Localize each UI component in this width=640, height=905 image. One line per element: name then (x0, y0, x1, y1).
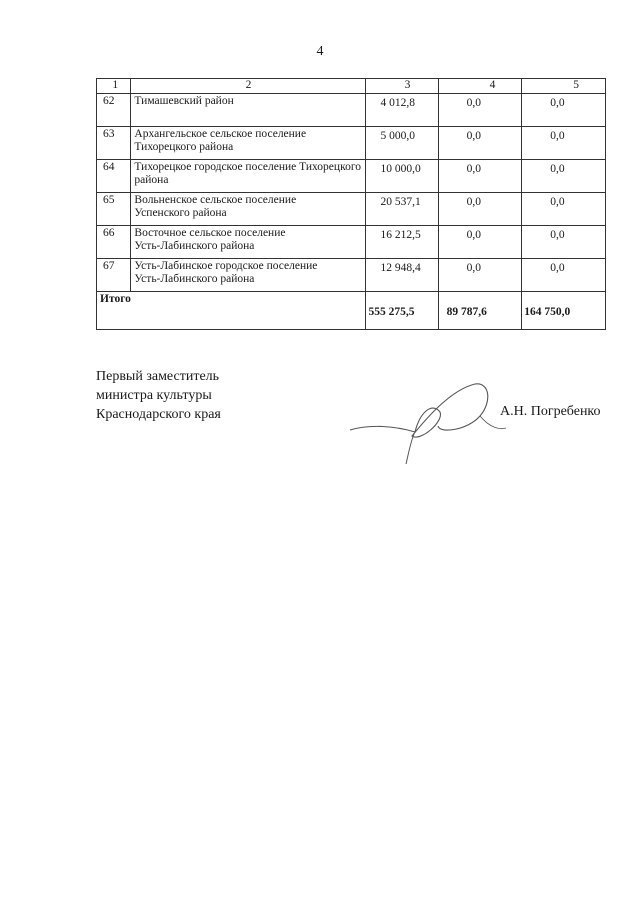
amount-col-4: 0,0 (438, 226, 522, 259)
table-row (97, 193, 606, 226)
table-row (97, 94, 606, 127)
signer-title (96, 367, 221, 424)
header-col-3: 3 (366, 79, 438, 94)
amount-col-5: 0,0 (522, 226, 606, 259)
amount-col-4: 0,0 (438, 94, 522, 127)
municipality-name: Вольненское сельское поселение Успенского района (131, 193, 366, 226)
budget-table (96, 78, 606, 330)
signer-name: А.Н. Погребенко (500, 404, 601, 419)
amount-col-4: 0,0 (438, 127, 522, 160)
amount-col-5: 0,0 (522, 160, 606, 193)
total-col-5: 164 750,0 (522, 292, 606, 330)
row-number: 67 (97, 259, 131, 292)
header-col-1: 1 (97, 79, 131, 94)
total-label: Итого (97, 292, 366, 330)
header-col-4: 4 (438, 79, 522, 94)
amount-col-3: 10 000,0 (366, 160, 438, 193)
total-col-4: 89 787,6 (438, 292, 522, 330)
signer-title-line-2: министра культуры (96, 388, 212, 403)
municipality-name: Усть-Лабинское городское поселение Усть-Лабинского района (131, 259, 366, 292)
municipality-name: Архангельское сельское поселение Тихорецкого района (131, 127, 366, 160)
signer-title-line-3: Краснодарского края (96, 407, 221, 422)
amount-col-4: 0,0 (438, 160, 522, 193)
amount-col-5: 0,0 (522, 259, 606, 292)
municipality-name: Тихорецкое городское поселение Тихорецкого района (131, 160, 366, 193)
header-col-2: 2 (131, 79, 366, 94)
row-number: 63 (97, 127, 131, 160)
signer-title-line-1: Первый заместитель (96, 369, 220, 384)
table-header-row (97, 79, 606, 94)
header-col-5: 5 (522, 79, 606, 94)
amount-col-3: 4 012,8 (366, 94, 438, 127)
amount-col-3: 12 948,4 (366, 259, 438, 292)
amount-col-4: 0,0 (438, 193, 522, 226)
row-number: 65 (97, 193, 131, 226)
table-row (97, 259, 606, 292)
total-col-3: 555 275,5 (366, 292, 438, 330)
amount-col-4: 0,0 (438, 259, 522, 292)
table-row (97, 160, 606, 193)
amount-col-5: 0,0 (522, 127, 606, 160)
table-row (97, 226, 606, 259)
amount-col-3: 20 537,1 (366, 193, 438, 226)
handwritten-signature (340, 372, 510, 472)
table-row (97, 127, 606, 160)
page-number: 4 (316, 44, 324, 59)
row-number: 62 (97, 94, 131, 127)
row-number: 64 (97, 160, 131, 193)
municipality-name: Тимашевский район (131, 94, 366, 127)
row-number: 66 (97, 226, 131, 259)
amount-col-3: 5 000,0 (366, 127, 438, 160)
amount-col-5: 0,0 (522, 94, 606, 127)
municipality-name: Восточное сельское поселение Усть-Лабинского района (131, 226, 366, 259)
amount-col-3: 16 212,5 (366, 226, 438, 259)
amount-col-5: 0,0 (522, 193, 606, 226)
total-row (97, 292, 606, 330)
